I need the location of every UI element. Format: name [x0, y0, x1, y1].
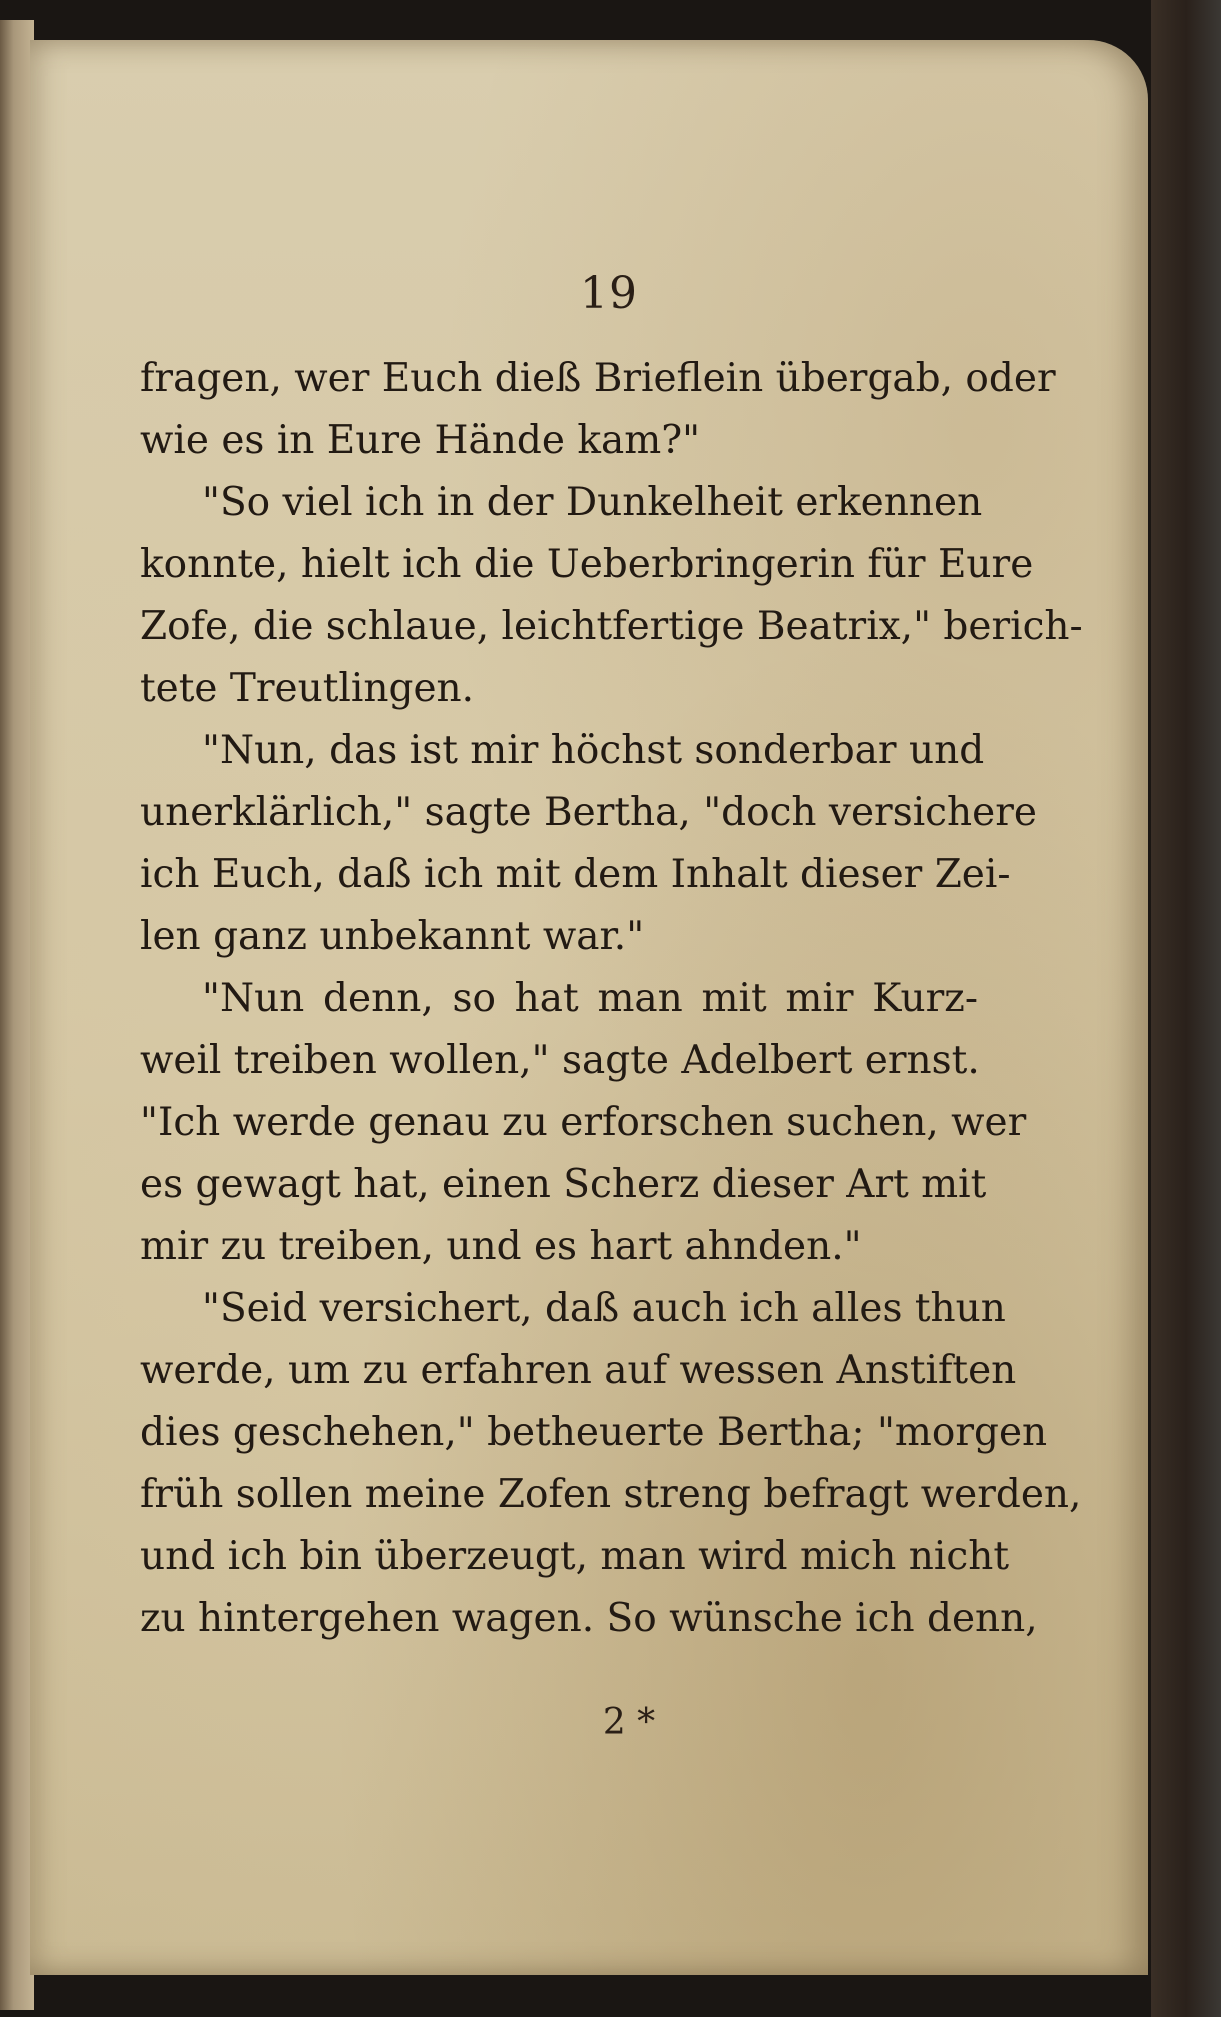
- book-edge-right: [1151, 0, 1221, 2017]
- text-line: wie es in Eure Hände kam?": [140, 418, 701, 463]
- text-line: unerklärlich," sagte Bertha, "doch versichere: [140, 790, 1037, 835]
- text-line: "Nun denn, so hat man mit mir Kurz-: [202, 976, 978, 1021]
- text-line: fragen, wer Euch dieß Brieflein übergab, oder: [140, 356, 1056, 401]
- body-text: [140, 348, 1083, 1650]
- text-line: "Seid versichert, daß auch ich alles thun: [202, 1286, 1006, 1331]
- text-line: ich Euch, daß ich mit dem Inhalt dieser Zei-: [140, 852, 1011, 897]
- text-line: werde, um zu erfahren auf wessen Anstiften: [140, 1348, 1017, 1393]
- page-number: 19: [580, 268, 638, 319]
- text-line: zu hintergehen wagen. So wünsche ich denn,: [140, 1596, 1038, 1641]
- text-line: "Nun, das ist mir höchst sonderbar und: [202, 728, 985, 773]
- text-line: konnte, hielt ich die Ueberbringerin für Eure: [140, 542, 1034, 587]
- text-line: dies geschehen," betheuerte Bertha; "morgen: [140, 1410, 1048, 1455]
- text-line: "Ich werde genau zu erforschen suchen, wer: [140, 1100, 1027, 1145]
- text-line: es gewagt hat, einen Scherz dieser Art mit: [140, 1162, 987, 1207]
- text-line: mir zu treiben, und es hart ahnden.": [140, 1224, 862, 1269]
- text-line: weil treiben wollen," sagte Adelbert ernst.: [140, 1038, 980, 1083]
- text-line: "So viel ich in der Dunkelheit erkennen: [202, 480, 983, 525]
- printer-signature-mark: 2 *: [602, 1702, 656, 1743]
- text-line: und ich bin überzeugt, man wird mich nicht: [140, 1534, 1010, 1579]
- text-line: Zofe, die schlaue, leichtfertige Beatrix," berich-: [140, 604, 1083, 649]
- text-line: tete Treutlingen.: [140, 666, 475, 711]
- book-binding-left: [0, 20, 34, 2010]
- text-line: früh sollen meine Zofen streng befragt werden,: [140, 1472, 1082, 1517]
- page-paper: [30, 40, 1148, 1975]
- text-line: len ganz unbekannt war.": [140, 914, 645, 959]
